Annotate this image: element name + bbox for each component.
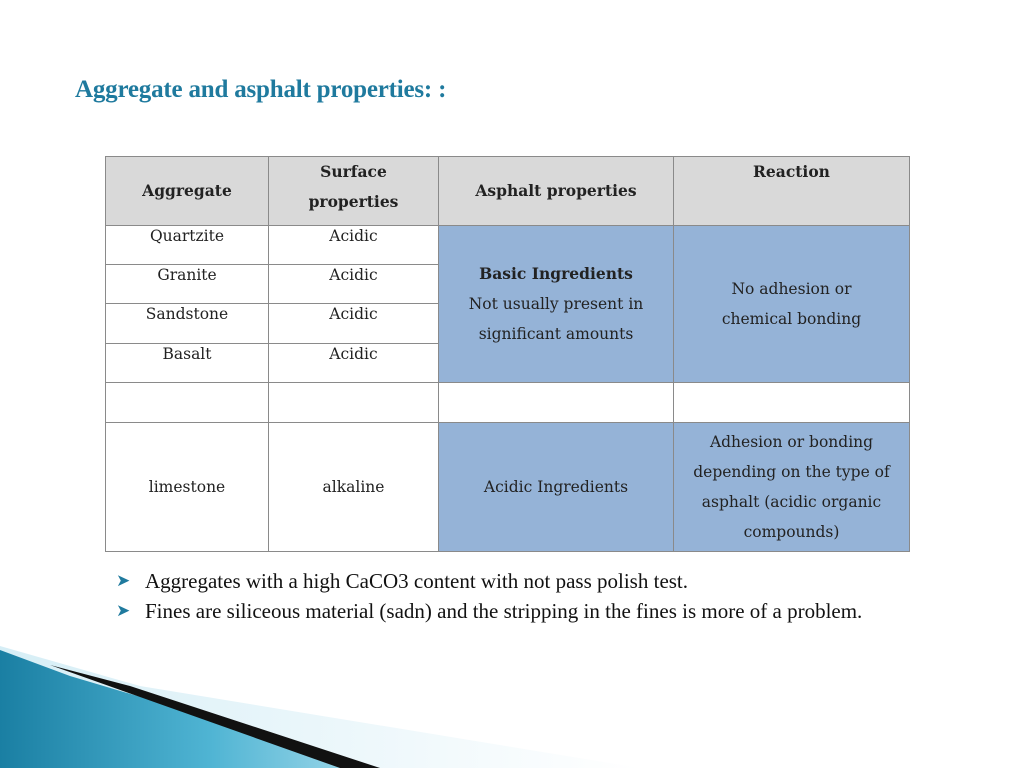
cell-surface: Acidic — [269, 344, 439, 383]
cell-aggregate: Quartzite — [106, 226, 269, 265]
cell-surface: Acidic — [269, 265, 439, 304]
cell-surface: alkaline — [269, 423, 439, 552]
bullet-text: Fines are siliceous material (sadn) and the stripping in the fines is more of a problem. — [145, 599, 863, 623]
no-adhesion-line1: No adhesion or — [731, 280, 852, 298]
cell-aggregate: Basalt — [106, 344, 269, 383]
adhesion-line2: depending on the type of — [693, 463, 890, 481]
cell-aggregate: Granite — [106, 265, 269, 304]
header-surface-line1: Surface — [320, 162, 387, 181]
cell-surface: Acidic — [269, 226, 439, 265]
cell-surface: Acidic — [269, 304, 439, 344]
adhesion-line4: compounds) — [743, 523, 840, 541]
header-asphalt-properties: Asphalt properties — [439, 157, 674, 226]
no-adhesion-line2: chemical bonding — [721, 310, 862, 328]
header-surface-line2: properties — [308, 192, 399, 211]
adhesion-line1: Adhesion or bonding — [709, 433, 874, 451]
cell-aggregate: limestone — [106, 423, 269, 552]
arrow-bullet-icon: ➤ — [116, 571, 131, 590]
header-aggregate: Aggregate — [106, 157, 269, 226]
basic-ingredients-line1: Not usually present in — [468, 295, 644, 313]
slide-title: Aggregate and asphalt properties: : — [75, 76, 447, 103]
bullet-text: Aggregates with a high CaCO3 content with not pass polish test. — [145, 569, 689, 593]
cell-acidic-ingredients: Acidic Ingredients — [439, 423, 674, 552]
arrow-bullet-icon: ➤ — [116, 601, 131, 620]
cell-aggregate: Sandstone — [106, 304, 269, 344]
adhesion-line3: asphalt (acidic organic — [701, 493, 882, 511]
basic-ingredients-line2: significant amounts — [478, 325, 634, 343]
header-reaction: Reaction — [674, 157, 910, 226]
basic-ingredients-heading: Basic Ingredients — [479, 264, 633, 283]
